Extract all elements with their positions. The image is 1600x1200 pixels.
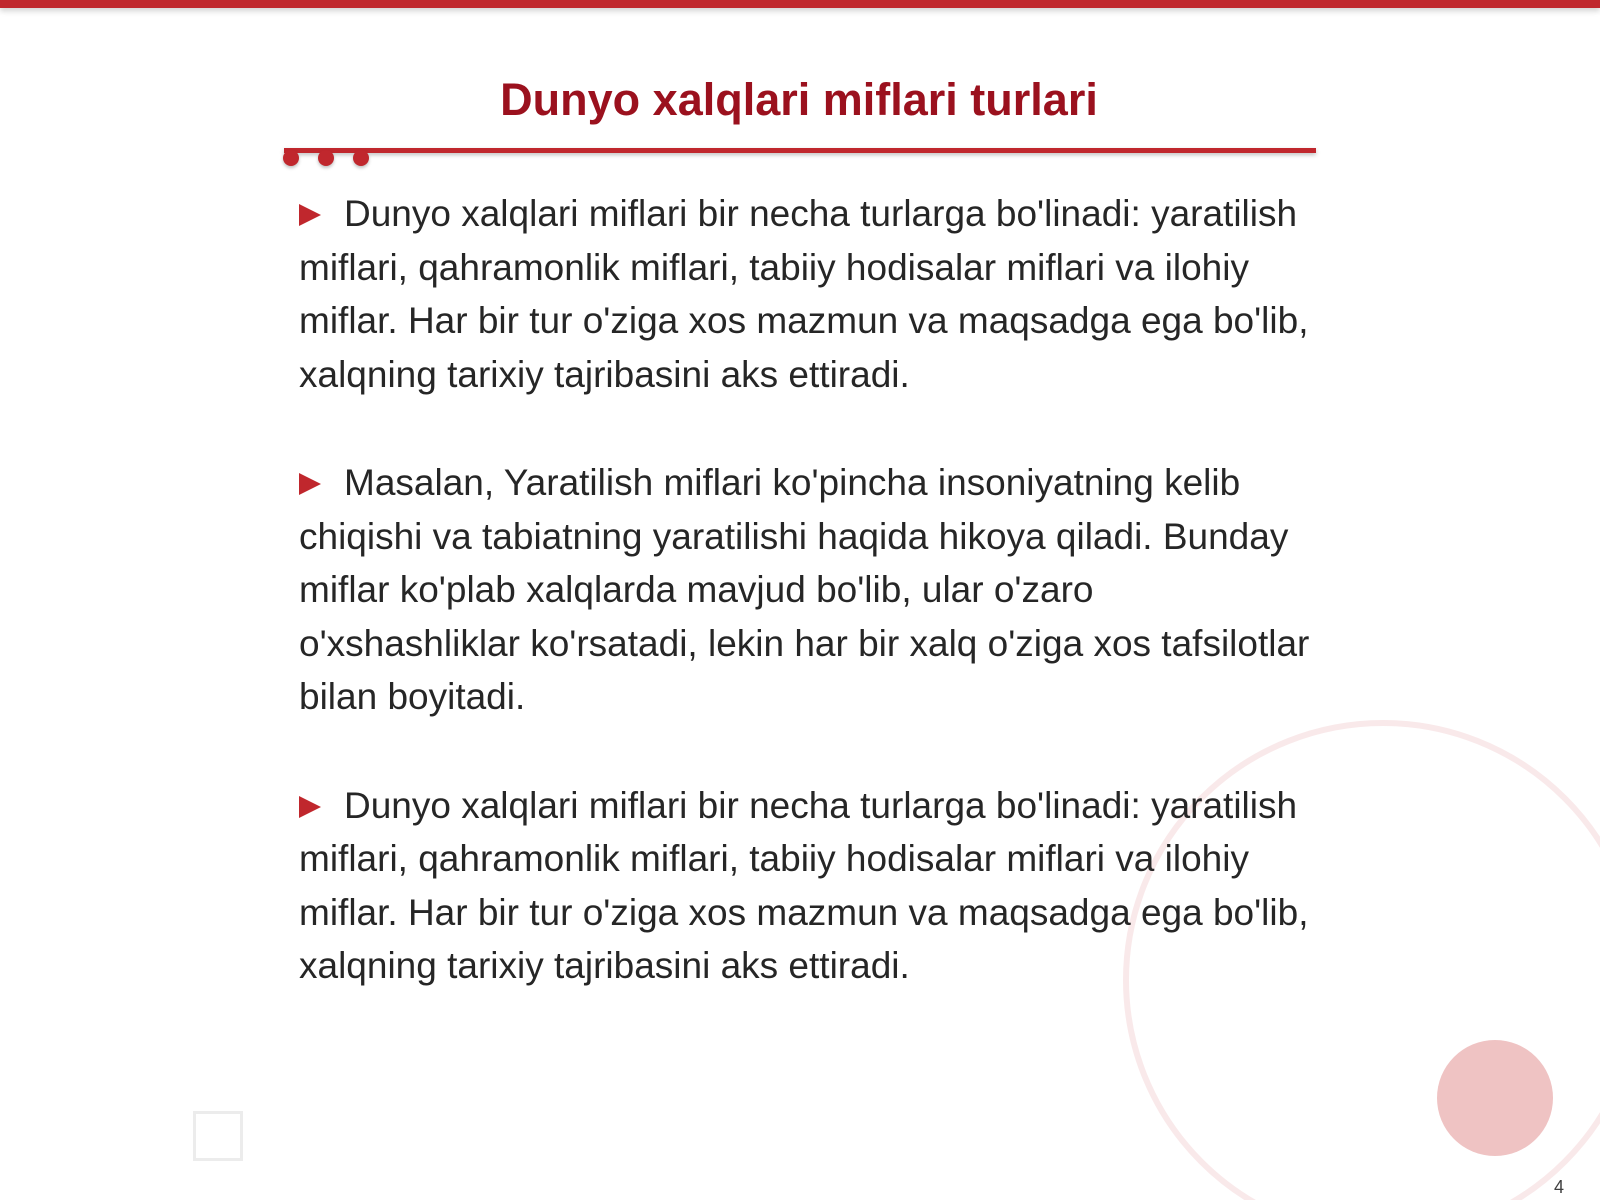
bullet-text: Dunyo xalqlari miflari bir necha turlarga bo'linadi: yaratilish miflari, qahramonlik miflari, tabiiy hodisalar miflari va ilohiy miflar. Har bir tur o'ziga xos mazmun va maqsadga ega bo'lib, xalqning tarixiy tajribasini aks ettiradi.	[299, 784, 1309, 986]
decorative-dot	[318, 150, 334, 166]
bullet-list	[299, 187, 1319, 1048]
bullet-text: Dunyo xalqlari miflari bir necha turlarga bo'linadi: yaratilish miflari, qahramonlik miflari, tabiiy hodisalar miflari va ilohiy miflar. Har bir tur o'ziga xos mazmun va maqsadga ega bo'lib, xalqning tarixiy tajribasini aks ettiradi.	[299, 193, 1309, 395]
decorative-circle	[1437, 1040, 1553, 1156]
triangle-bullet-icon	[299, 796, 321, 818]
slide-title: Dunyo xalqlari miflari turlari	[500, 74, 1098, 125]
top-accent-bar	[0, 0, 1600, 8]
decorative-dot	[353, 150, 369, 166]
bullet-item	[299, 187, 1319, 401]
bullet-text: Masalan, Yaratilish miflari ko'pincha insoniyatning kelib chiqishi va tabiatning yaratilishi haqida hikoya qiladi. Bunday miflar ko'plab xalqlarda mavjud bo'lib, ular o'zaro o'xshashliklar ko'rsatadi, lekin har bir xalq o'ziga xos tafsilotlar bilan boyitadi.	[299, 462, 1310, 717]
triangle-bullet-icon	[299, 204, 321, 226]
title-underline	[284, 148, 1316, 153]
decorative-square	[193, 1111, 243, 1161]
page-number: 4	[1554, 1177, 1565, 1197]
bullet-item	[299, 779, 1319, 993]
triangle-bullet-icon	[299, 473, 321, 495]
decorative-dot	[283, 150, 299, 166]
bullet-item	[299, 456, 1319, 724]
